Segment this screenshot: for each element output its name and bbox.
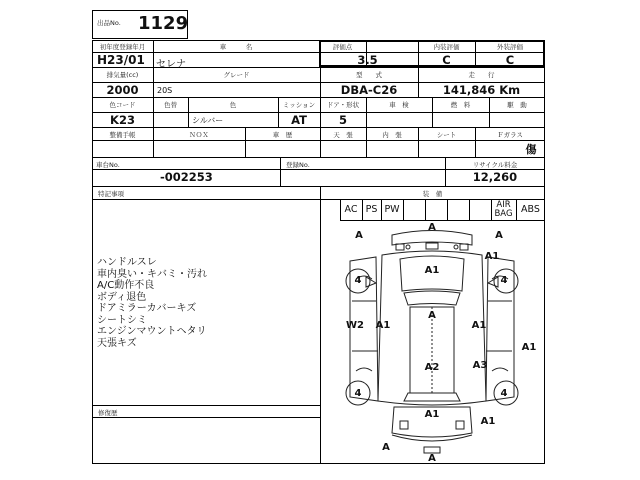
damage-mark: A1 xyxy=(480,416,496,427)
damage-mark: A1 xyxy=(521,342,537,353)
equipment-label: 装 備 xyxy=(422,190,443,198)
damage-mark: A xyxy=(428,453,436,464)
displacement-label: 排気量(cc) xyxy=(106,71,139,79)
mileage-label: 走 行 xyxy=(468,71,495,79)
grade-label: グレード xyxy=(223,71,250,79)
car-name: セレナ xyxy=(156,59,186,70)
drive-label: 駆 動 xyxy=(507,101,527,109)
repair-history-label: 修復歴 xyxy=(98,409,118,417)
score-label: 評価点 xyxy=(332,43,353,51)
inspection-label: 車 検 xyxy=(389,101,409,109)
model-code: DBA-C26 xyxy=(340,83,398,97)
mission: AT xyxy=(291,113,307,127)
first-registration: H23/01 xyxy=(97,53,145,67)
grade: 20S xyxy=(157,86,173,95)
damage-mark: A3 xyxy=(472,360,488,371)
interior-grade: C xyxy=(442,53,451,67)
damage-mark: A xyxy=(428,222,436,233)
color-code-label: 色コード xyxy=(109,101,136,109)
note-item: 天張キズ xyxy=(97,337,137,349)
history-label: 車 歴 xyxy=(272,131,293,139)
mileage: 141,846 Km xyxy=(442,83,521,97)
maintenance-book-label: 整備手帳 xyxy=(109,131,136,139)
note-item: ハンドルスレ xyxy=(97,257,157,268)
damage-mark: 4 xyxy=(500,275,508,286)
car-damage-diagram xyxy=(320,221,545,464)
year-label: 初年度登録年月 xyxy=(99,43,146,51)
chassis-label: 車台No. xyxy=(96,161,120,169)
score-value: 3.5 xyxy=(357,53,378,67)
note-item: ドアミラーカバーキズ xyxy=(97,303,197,314)
displacement: 2000 xyxy=(106,83,139,97)
equipment-abs: ABS xyxy=(521,204,540,215)
damage-mark: A1 xyxy=(484,251,500,262)
recycle-fee-label: リサイクル料金 xyxy=(472,161,518,169)
car-name-label: 車 名 xyxy=(219,43,253,51)
damage-mark: 4 xyxy=(354,388,362,399)
lot-number-label: 出品No. xyxy=(97,19,121,27)
color: シルバー xyxy=(192,116,224,125)
chassis-number: -002253 xyxy=(160,170,213,184)
equipment-row xyxy=(340,199,545,221)
equipment-ac: AC xyxy=(344,204,358,215)
interior-grade-label: 内装評価 xyxy=(433,43,460,51)
doors-label: ドア・形状 xyxy=(326,101,360,109)
exterior-grade: C xyxy=(505,53,515,67)
model-label: 型 式 xyxy=(356,71,382,79)
note-item: 車内臭い・キバミ・汚れ xyxy=(97,268,207,280)
damage-mark: 4 xyxy=(500,388,508,399)
damage-mark: A xyxy=(495,230,503,241)
fuel-label: 燃 料 xyxy=(450,101,471,109)
damage-mark: A xyxy=(355,230,363,241)
damage-mark: A1 xyxy=(375,320,391,331)
note-item: ボディ退色 xyxy=(97,291,147,303)
color-change-label: 色替 xyxy=(164,101,177,109)
exterior-grade-label: 外装評価 xyxy=(497,43,523,51)
damage-mark: A1 xyxy=(424,265,440,276)
damage-mark: A xyxy=(428,310,436,321)
color-code: K23 xyxy=(110,113,135,127)
equipment-ps: PS xyxy=(365,204,378,215)
note-item: シートシミ xyxy=(97,314,147,326)
recycle-fee: 12,260 xyxy=(472,170,518,184)
equipment-airbag: AIR BAG xyxy=(494,200,513,219)
damage-mark: W2 xyxy=(346,320,364,331)
damage-mark: A1 xyxy=(471,320,487,331)
roof-label: 天 張 xyxy=(333,131,353,139)
damage-mark: A1 xyxy=(424,409,440,420)
color-label: 色 xyxy=(229,101,237,109)
front-glass: 傷 xyxy=(525,143,537,156)
front-glass-label: Ｆガラス xyxy=(497,131,523,139)
inner-trim-label: 内 張 xyxy=(382,131,402,139)
note-item: A/C動作不良 xyxy=(97,280,155,291)
seat-label: シート xyxy=(436,131,457,139)
equipment-pw: PW xyxy=(384,204,400,215)
notes-label: 特記事項 xyxy=(98,190,124,198)
registration-label: 登録No. xyxy=(286,161,310,169)
damage-mark: A2 xyxy=(424,362,440,373)
damage-mark: A xyxy=(382,442,390,453)
lot-number: 1129 xyxy=(138,13,189,34)
doors: 5 xyxy=(338,113,347,127)
nox-label: ＮＯＸ xyxy=(189,131,209,139)
lot-number-box xyxy=(92,10,188,39)
damage-mark: 4 xyxy=(354,275,362,286)
mission-label: ミッション xyxy=(282,101,316,109)
note-item: エンジンマウントヘタリ xyxy=(97,326,207,337)
